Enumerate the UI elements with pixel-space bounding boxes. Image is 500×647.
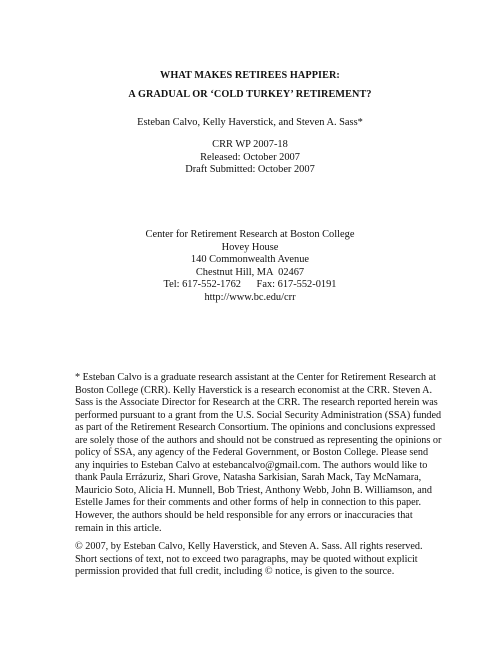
- institution-url[interactable]: http://www.bc.edu/crr: [204, 291, 296, 303]
- city-state-zip: Chestnut Hill, MA 02467: [195, 266, 305, 278]
- copyright-line: © 2007, by Esteban Calvo, Kelly Haverstick, and Steven A. Sass. All rights reserved.: [75, 541, 423, 552]
- draft-submitted-date: Draft Submitted: October 2007: [185, 164, 315, 176]
- footnote-line: performed pursuant to a grant from the U.S. Social Security Administration (SSA) funded: [75, 409, 442, 421]
- phone-fax: Tel: 617-552-1762 Fax: 617-552-0191: [163, 279, 337, 291]
- footnote-line: However, the authors should be held responsible for any errors or inaccuracies that: [75, 510, 413, 522]
- copyright-line: permission provided that full credit, including © notice, is given to the source.: [75, 566, 395, 578]
- footnote-line: remain in this article.: [75, 522, 162, 534]
- copyright-line: Short sections of text, not to exceed two paragraphs, may be quoted without explicit: [75, 553, 418, 565]
- footnote-line: * Esteban Calvo is a graduate research assistant at the Center for Retirement Research at: [75, 372, 436, 383]
- title-line-1: WHAT MAKES RETIREES HAPPIER:: [160, 70, 340, 81]
- footnote-line: are solely those of the authors and should not be construed as representing the opinions or: [75, 434, 442, 446]
- title-line-2: A GRADUAL OR ‘COLD TURKEY’ RETIREMENT?: [128, 89, 372, 100]
- footnote-line: Boston College (CRR). Kelly Haverstick is a research economist at the CRR. Steven A.: [75, 384, 433, 396]
- institution-address: [0, 229, 500, 305]
- footnote-line: policy of SSA, any agency of the Federal Government, or Boston College. Please send: [75, 447, 429, 459]
- paper-title: [0, 68, 500, 103]
- release-date: Released: October 2007: [200, 151, 300, 163]
- paper-info: [0, 139, 500, 177]
- building-name: Hovey House: [221, 241, 279, 253]
- footnote-line: Estelle James for their comments and other forms of help in connection to this paper.: [75, 497, 422, 509]
- footnote-line: thank Paula Errázuriz, Shari Grove, Natasha Sarkisian, Sarah Mack, Tay McNamara,: [75, 472, 422, 484]
- institution-name: Center for Retirement Research at Boston College: [145, 229, 355, 240]
- street-address: 140 Commonwealth Avenue: [190, 254, 310, 266]
- footnote-line: Sass is the Associate Director for Research at the CRR. The research reported herein was: [75, 397, 438, 409]
- working-paper-id: CRR WP 2007-18: [212, 139, 288, 150]
- footnote-line: Mauricio Soto, Alicia H. Munnell, Bob Triest, Anthony Webb, John B. Williamson, and: [75, 484, 432, 496]
- footnote-line: any inquiries to Esteban Calvo at estebancalvo@gmail.com. The authors would like to: [75, 459, 428, 471]
- author-footnote: [75, 372, 442, 535]
- copyright-notice: [75, 541, 437, 579]
- footnote-line: as part of the Retirement Research Consortium. The opinions and conclusions expressed: [75, 422, 436, 434]
- author-list: Esteban Calvo, Kelly Haverstick, and Steven A. Sass*: [137, 117, 363, 128]
